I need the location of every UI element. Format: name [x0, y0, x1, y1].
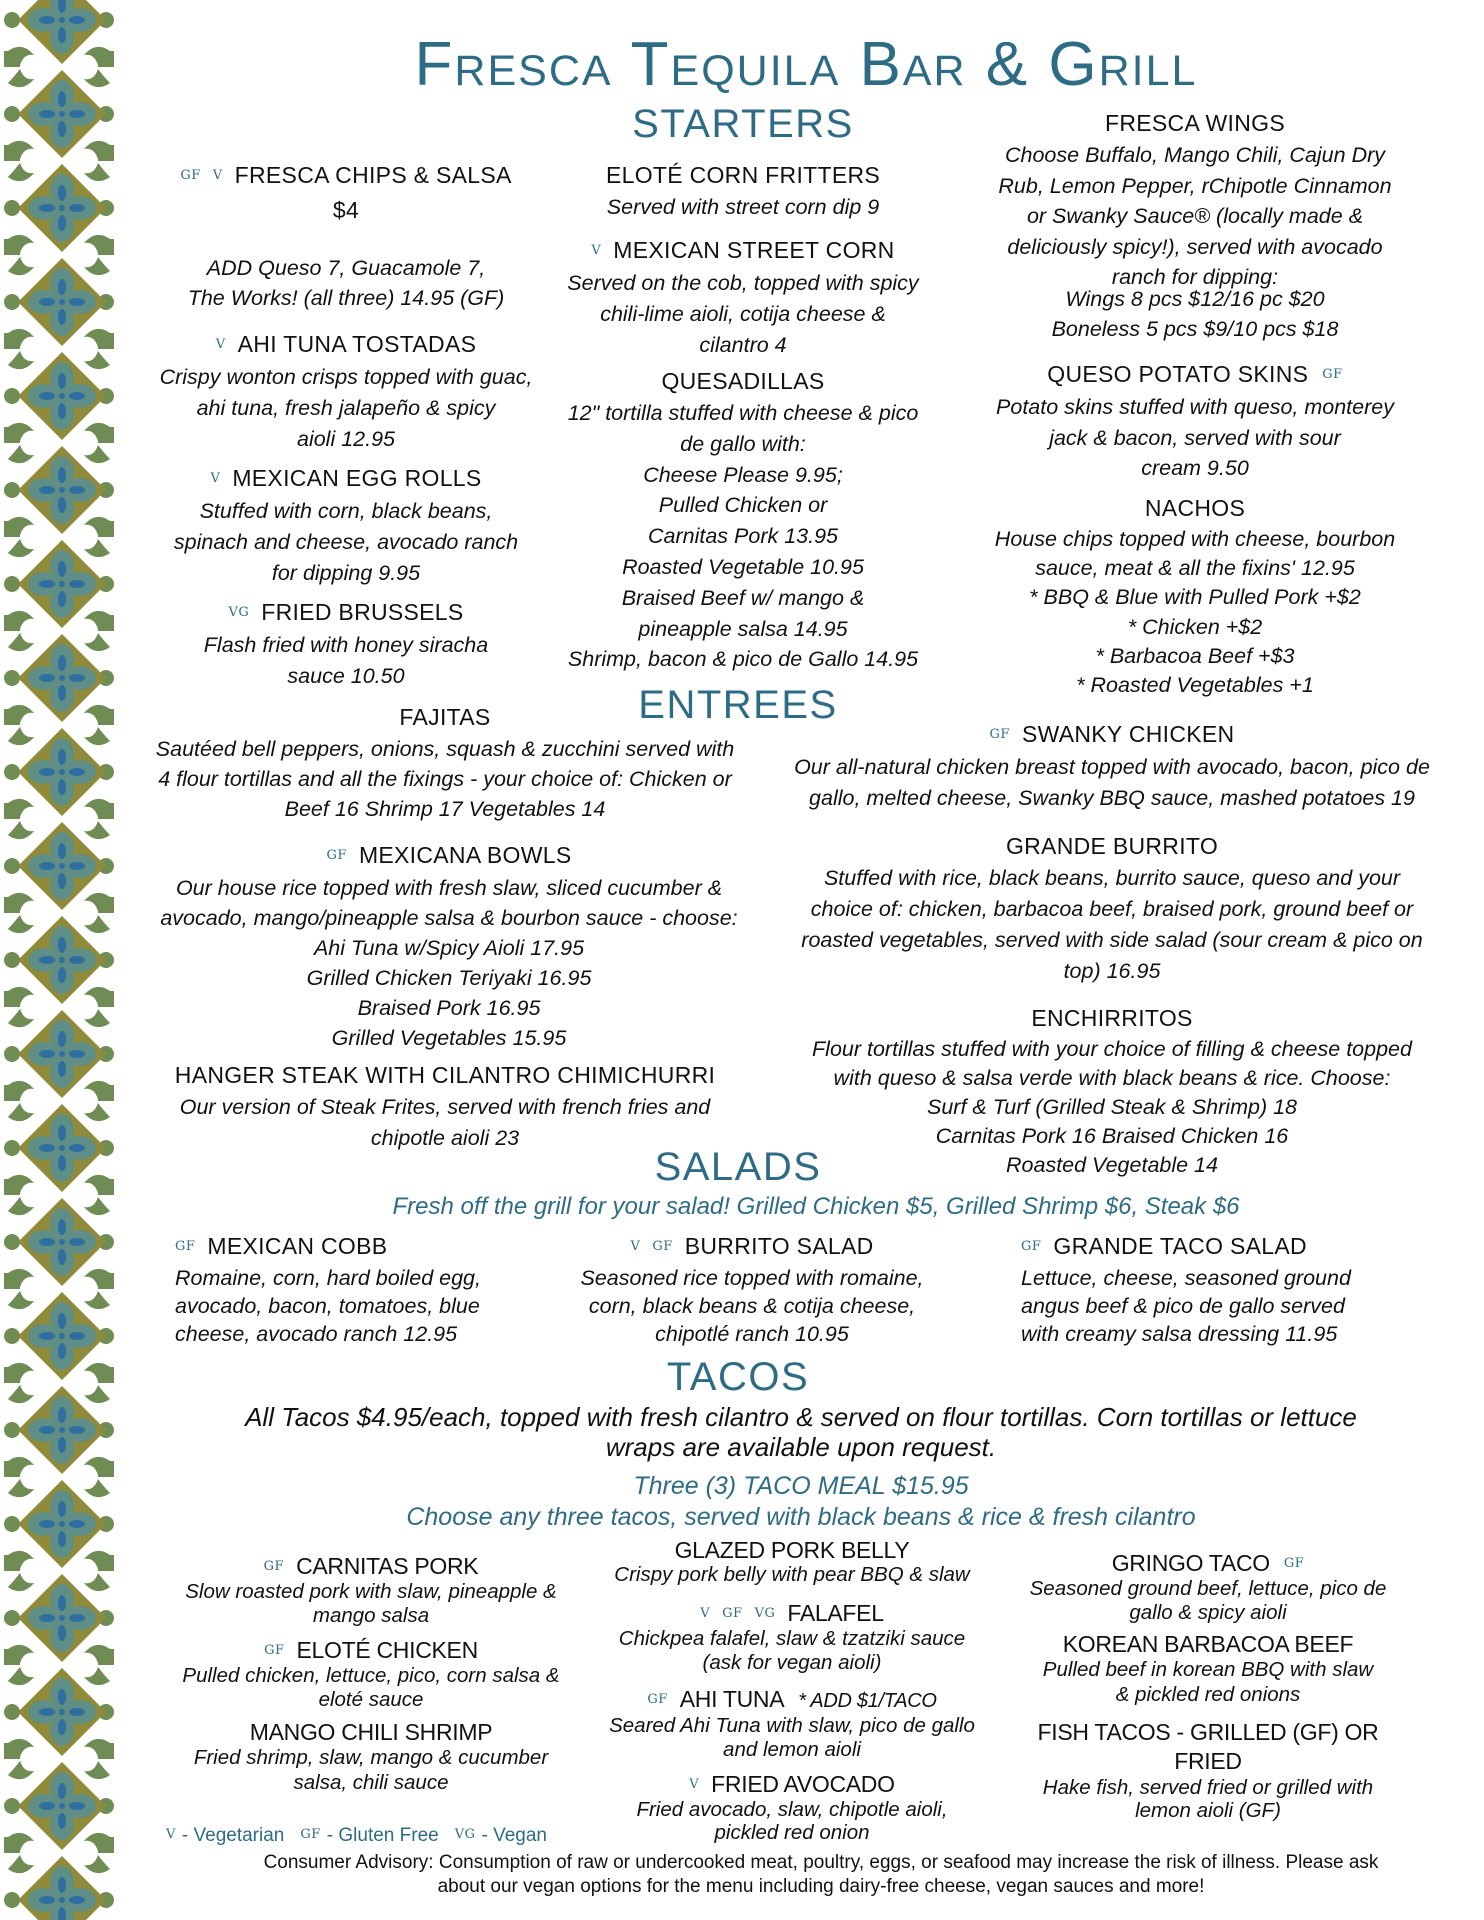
- menu-item-heading: [577, 1537, 1007, 1563]
- menu-item-heading: [125, 700, 765, 734]
- menu-item-description-line: ahi tuna, fresh jalapeño & spicy: [196, 396, 496, 420]
- entrees-menu-item: [125, 1058, 765, 1154]
- menu-item-description-line: Served with street corn dip 9: [606, 195, 880, 219]
- menu-item-heading: [125, 1058, 765, 1092]
- menu-item-name: FRIED AVOCADO: [711, 1771, 895, 1797]
- advisory-line: Consumer Advisory: Consumption of raw or undercooked meat, poultry, eggs, or seafood may increase the risk of illness. Please ask: [263, 1852, 1379, 1873]
- menu-item-description-line: Served on the cob, topped with spicy: [567, 271, 919, 295]
- menu-item-description-line: Crispy pork belly with pear BBQ & slaw: [614, 1563, 970, 1586]
- menu-item-description-line: aioli 12.95: [296, 427, 396, 451]
- menu-item-heading: [993, 1631, 1423, 1657]
- diet-tag-vg: VG: [228, 605, 250, 620]
- menu-item-description-line: 4 flour tortillas and all the fixings - your choice of: Chicken or: [158, 767, 732, 791]
- starters-menu-item: [126, 253, 566, 313]
- menu-item-heading: [533, 233, 953, 268]
- menu-item-description-line: * Chicken +$2: [1127, 614, 1263, 639]
- menu-item-description-line: cream 9.50: [1141, 456, 1249, 480]
- menu-item-description-line: avocado, mango/pineapple salsa & bourbon sauce - choose:: [160, 906, 738, 930]
- menu-item-name: MEXICAN COBB: [207, 1233, 388, 1259]
- menu-item-description-line: chili-lime aioli, cotija cheese &: [600, 302, 886, 326]
- menu-item-description-line: choice of: chicken, barbacoa beef, braised pork, ground beef or: [810, 897, 1414, 921]
- menu-item-description-line: sauce, meat & all the fixins' 12.95: [1035, 556, 1355, 581]
- menu-item-heading: [993, 1550, 1423, 1577]
- diet-tag-v: V: [591, 243, 602, 258]
- menu-item-description-line: Pulled Chicken or: [658, 493, 828, 518]
- menu-item-description-line: Romaine, corn, hard boiled egg,: [175, 1266, 481, 1290]
- starters-menu-item: [533, 233, 953, 361]
- menu-item-heading: [562, 1229, 942, 1264]
- menu-item-description-line: Chickpea falafel, slaw & tzatziki sauce: [618, 1627, 966, 1650]
- menu-item-description-line: Roasted Vegetable 10.95: [622, 554, 864, 579]
- menu-item-description-line: corn, black beans & cotija cheese,: [588, 1294, 916, 1318]
- menu-item-name: ELOTÉ CHICKEN: [296, 1637, 478, 1663]
- menu-item-heading: [577, 1600, 1007, 1627]
- menu-item-description-line: pickled red onion: [714, 1821, 870, 1844]
- menu-item-description-line: Seasoned rice topped with romaine,: [580, 1266, 924, 1290]
- tacos-menu-item: [156, 1553, 586, 1628]
- menu-item-name: FALAFEL: [787, 1600, 884, 1626]
- menu-item-description-line: Sautéed bell peppers, onions, squash & zucchini served with: [155, 737, 735, 761]
- menu-item-description-line: Choose Buffalo, Mango Chili, Cajun Dry: [1004, 143, 1386, 167]
- menu-item-description-line: Flash fried with honey siracha: [203, 633, 489, 657]
- menu-item-description-line: Braised Beef w/ mango &: [621, 585, 865, 610]
- diet-tag-gf: GF: [652, 1239, 673, 1254]
- menu-item-description-line: Surf & Turf (Grilled Steak & Shrimp) 18: [927, 1095, 1297, 1119]
- menu-item-heading: [126, 461, 566, 496]
- tacos-menu-item: [577, 1600, 1007, 1675]
- menu-item-description-line: & pickled red onions: [1115, 1683, 1301, 1706]
- menu-item-description-line: Grilled Vegetables 15.95: [331, 1026, 567, 1050]
- diet-tag-v: V: [212, 168, 223, 183]
- menu-item-name: SWANKY CHICKEN: [1021, 721, 1235, 747]
- menu-item-name: AHI TUNA TOSTADAS: [237, 331, 477, 357]
- menu-item-description-line: Carnitas Pork 13.95: [647, 524, 838, 549]
- taco-meal: Three (3) TACO MEAL $15.95: [633, 1472, 969, 1500]
- menu-item-description-line: gallo & spicy aioli: [1129, 1601, 1287, 1624]
- menu-item-description-line: for dipping 9.95: [271, 561, 421, 585]
- starters-menu-item: [126, 158, 566, 228]
- diet-tag-gf: GF: [1021, 1239, 1042, 1254]
- menu-item-heading: [126, 595, 566, 630]
- starters-menu-item: [965, 357, 1425, 484]
- diet-tag-gf: GF: [647, 1692, 668, 1707]
- menu-item-heading: [772, 829, 1452, 863]
- menu-item-heading: [965, 106, 1425, 140]
- menu-item-heading: [156, 1637, 586, 1664]
- menu-item-description-line: pineapple salsa 14.95: [638, 616, 848, 641]
- menu-item-description-line: Wings 8 pcs $12/16 pc $20: [1065, 287, 1325, 311]
- starters-menu-item: [533, 158, 953, 223]
- diet-tag-gf: GF: [1283, 1556, 1305, 1571]
- menu-item-heading: [772, 1001, 1452, 1035]
- diet-tag-gf: GF: [722, 1606, 743, 1621]
- legend-label: - Vegetarian: [181, 1825, 285, 1846]
- diet-tag-gf: GF: [300, 1827, 321, 1842]
- menu-item-name: BURRITO SALAD: [684, 1233, 874, 1259]
- menu-item-heading-cont: $4: [332, 197, 360, 223]
- diet-tag-gf: GF: [1322, 367, 1343, 382]
- entrees-menu-item: [772, 829, 1452, 987]
- salads-grill-note: Fresh off the grill for your salad! Grilled Chicken $5, Grilled Shrimp $6, Steak $6: [392, 1193, 1240, 1220]
- menu-item-heading-cont: FRIED: [1174, 1748, 1242, 1774]
- menu-item-heading: [533, 364, 953, 398]
- menu-item-name: MEXICANA BOWLS: [358, 842, 572, 868]
- diet-tag-v: V: [166, 1827, 176, 1842]
- menu-item-heading: [533, 158, 953, 192]
- menu-item-description-line: Pulled beef in korean BBQ with slaw: [1042, 1658, 1374, 1681]
- menu-item-name: FISH TACOS - GRILLED (GF) OR: [1037, 1719, 1379, 1745]
- menu-item-description-line: chipotle aioli 23: [370, 1126, 520, 1150]
- menu-item-description-line: Roasted Vegetable 14: [1006, 1153, 1218, 1177]
- diet-tag-gf: GF: [175, 1239, 196, 1254]
- menu-item-description-line: lemon aioli (GF): [1135, 1799, 1281, 1822]
- menu-item-description-line: Seared Ahi Tuna with slaw, pico de gallo: [609, 1714, 975, 1737]
- menu-item-heading: [772, 717, 1452, 752]
- menu-item-name: FRESCA CHIPS & SALSA: [234, 162, 512, 188]
- menu-item-description-line: Crispy wonton crisps topped with guac,: [159, 365, 533, 389]
- salads-menu-item: [562, 1229, 942, 1348]
- tacos-menu-item: [156, 1637, 586, 1712]
- entrees-menu-item: [772, 717, 1452, 814]
- menu-item-heading: [126, 158, 566, 193]
- tacos-menu-item: [993, 1550, 1423, 1625]
- menu-item-description-line: Our version of Steak Frites, served with french fries and: [179, 1095, 711, 1119]
- menu-item-name: GLAZED PORK BELLY: [674, 1537, 910, 1563]
- menu-item-description-line: de gallo with:: [680, 431, 806, 456]
- menu-item-name: QUESADILLAS: [661, 368, 825, 394]
- starters-menu-item: [126, 461, 566, 589]
- menu-item-name: KOREAN BARBACOA BEEF: [1062, 1631, 1354, 1657]
- starters-menu-item: [126, 327, 566, 455]
- menu-item-description-line: Carnitas Pork 16 Braised Chicken 16: [935, 1124, 1289, 1148]
- tacos-menu-item: [577, 1771, 1007, 1844]
- menu-item-description-line: Lettuce, cheese, seasoned ground: [1021, 1266, 1351, 1290]
- legend-label: - Gluten Free: [326, 1825, 439, 1846]
- menu-item-description-line: * Barbacoa Beef +$3: [1095, 643, 1295, 668]
- menu-item-name: MEXICAN EGG ROLLS: [232, 465, 482, 491]
- menu-item-description-line: Our all-natural chicken breast topped with avocado, bacon, pico de: [794, 755, 1430, 779]
- menu-item-description-line: with queso & salsa verde with black beans & rice. Choose:: [833, 1066, 1391, 1090]
- menu-item-description-line: House chips topped with cheese, bourbon: [994, 527, 1396, 551]
- menu-item-name: QUESO POTATO SKINS: [1047, 361, 1309, 387]
- tacos-intro-line: wraps are available upon request.: [605, 1432, 997, 1462]
- section-heading-entrees: ENTREES: [638, 683, 838, 727]
- tacos-menu-item: [577, 1686, 1007, 1762]
- diet-tag-v: V: [700, 1606, 711, 1621]
- menu-item-description-line: Boneless 5 pcs $9/10 pcs $18: [1051, 317, 1339, 341]
- menu-item-description-line: eloté sauce: [318, 1688, 424, 1711]
- menu-item-name: ELOTÉ CORN FRITTERS: [605, 162, 881, 188]
- menu-item-description-line: roasted vegetables, served with side salad (sour cream & pico on: [801, 928, 1423, 952]
- menu-item-name: GRINGO TACO: [1111, 1550, 1270, 1576]
- menu-item-description-line: Flour tortillas stuffed with your choice of filling & cheese topped: [812, 1037, 1412, 1061]
- entrees-menu-item: [772, 1001, 1452, 1180]
- section-heading-tacos: TACOS: [666, 1355, 810, 1399]
- consumer-advisory: [118, 1851, 1484, 1899]
- diet-tag-vg: VG: [454, 1827, 476, 1842]
- menu-item-description-line: Stuffed with rice, black beans, burrito sauce, queso and your: [823, 866, 1401, 890]
- menu-item-description-line: Shrimp, bacon & pico de Gallo 14.95: [567, 647, 919, 672]
- entrees-menu-item: [129, 838, 769, 1053]
- menu-item-description-line: (ask for vegan aioli): [702, 1651, 882, 1674]
- menu-item-heading: [175, 1229, 555, 1264]
- menu-item-name: FRIED BRUSSELS: [261, 599, 464, 625]
- menu-item-description-line: 12" tortilla stuffed with cheese & pico: [567, 401, 919, 425]
- taco-meal-note: Choose any three tacos, served with black beans & rice & fresh cilantro: [406, 1503, 1196, 1531]
- menu-item-description-line: Grilled Chicken Teriyaki 16.95: [306, 966, 592, 990]
- menu-item-description-line: Stuffed with corn, black beans,: [199, 499, 493, 523]
- diet-tag-gf: GF: [989, 727, 1010, 742]
- diet-tag-gf: GF: [326, 848, 347, 863]
- menu-item-description-line: top) 16.95: [1063, 959, 1161, 983]
- salads-menu-item: [1021, 1229, 1421, 1348]
- starters-menu-item: [965, 491, 1425, 700]
- menu-item-heading: [577, 1686, 1007, 1714]
- menu-item-description-line: Beef 16 Shrimp 17 Vegetables 14: [284, 797, 606, 821]
- menu-item-description-line: angus beef & pico de gallo served: [1021, 1294, 1345, 1318]
- salads-menu-item: [175, 1229, 555, 1348]
- decorative-tile-border: [0, 0, 118, 1920]
- restaurant-title: Fresca Tequila Bar & Grill: [414, 30, 1198, 99]
- starters-menu-item: [126, 595, 566, 692]
- menu-item-name: MEXICAN STREET CORN: [613, 237, 895, 263]
- menu-item-description-line: The Works! (all three) 14.95 (GF): [187, 286, 505, 310]
- menu-item-name: GRANDE TACO SALAD: [1053, 1233, 1307, 1259]
- diet-tag-v: V: [210, 471, 221, 486]
- menu-item-description-line: Fried avocado, slaw, chipotle aioli,: [636, 1798, 948, 1821]
- tacos-menu-item: [993, 1718, 1423, 1822]
- diet-tag-gf: GF: [264, 1643, 285, 1658]
- diet-tag-v: V: [689, 1777, 700, 1792]
- menu-item-description-line: Seasoned ground beef, lettuce, pico de: [1029, 1577, 1387, 1600]
- menu-item-name: NACHOS: [1144, 495, 1246, 521]
- starters-menu-item: [965, 106, 1425, 293]
- menu-item-heading: [965, 491, 1425, 525]
- menu-item-description-line: ranch for dipping:: [1111, 265, 1279, 289]
- menu-item-description-line: Potato skins stuffed with queso, monterey: [996, 395, 1394, 419]
- menu-item-heading: [993, 1718, 1423, 1747]
- dietary-legend: [166, 1825, 563, 1847]
- menu-item-name: FAJITAS: [399, 704, 491, 730]
- menu-item-heading: [156, 1553, 586, 1580]
- menu-item-description-line: with creamy salsa dressing 11.95: [1021, 1322, 1338, 1346]
- menu-item-description-line: Hake fish, served fried or grilled with: [1042, 1776, 1374, 1799]
- menu-item-name: MANGO CHILI SHRIMP: [249, 1719, 493, 1745]
- menu-item-description-line: cilantro 4: [699, 333, 787, 357]
- diet-tag-vg: VG: [754, 1606, 776, 1621]
- tacos-menu-item: [993, 1631, 1423, 1707]
- menu-item-description-line: spinach and cheese, avocado ranch: [173, 530, 519, 554]
- tacos-menu-item: [156, 1719, 586, 1795]
- tacos-intro: [118, 1402, 1484, 1462]
- menu-item-description-line: sauce 10.50: [287, 664, 405, 688]
- menu-item-name: CARNITAS PORK: [296, 1553, 479, 1579]
- menu-item-description-line: salsa, chili sauce: [293, 1771, 449, 1794]
- menu-item-name: ENCHIRRITOS: [1031, 1005, 1193, 1031]
- menu-item-heading: [156, 1719, 586, 1745]
- menu-item-description-line: * BBQ & Blue with Pulled Pork +$2: [1029, 585, 1361, 610]
- menu-item-description-line: Rub, Lemon Pepper, rChipotle Cinnamon: [998, 173, 1392, 198]
- menu-item-heading: [965, 357, 1425, 392]
- menu-item-heading: [129, 838, 769, 873]
- menu-item-description-line: avocado, bacon, tomatoes, blue: [175, 1294, 480, 1318]
- menu-item-description-line: Cheese Please 9.95;: [643, 462, 843, 487]
- starters-menu-item: [533, 364, 953, 675]
- menu-item-description-line: or Swanky Sauce® (locally made &: [1026, 204, 1364, 228]
- starters-menu-item: [965, 284, 1425, 344]
- menu-item-description-line: mango salsa: [312, 1604, 430, 1627]
- menu-item-name: HANGER STEAK WITH CILANTRO CHIMICHURRI: [174, 1062, 716, 1088]
- advisory-line: about our vegan options for the menu including dairy-free cheese, vegan sauces and more!: [437, 1876, 1205, 1897]
- menu-item-name: FRESCA WINGS: [1105, 110, 1285, 136]
- tacos-intro-line: All Tacos $4.95/each, topped with fresh cilantro & served on flour tortillas. Corn tortillas or lettuce: [245, 1402, 1357, 1432]
- menu-item-description-line: jack & bacon, served with sour: [1049, 425, 1341, 450]
- menu-item-heading: [1021, 1229, 1421, 1264]
- menu-item-description-line: Slow roasted pork with slaw, pineapple &: [185, 1580, 557, 1603]
- menu-item-description-line: Fried shrimp, slaw, mango & cucumber: [193, 1746, 549, 1769]
- menu-item-name: GRANDE BURRITO: [1005, 833, 1219, 859]
- section-heading-starters: STARTERS: [632, 102, 854, 146]
- menu-item-description-line: ADD Queso 7, Guacamole 7,: [206, 256, 486, 280]
- menu-item-description-line: chipotlé ranch 10.95: [655, 1322, 849, 1346]
- section-heading-salads: SALADS: [654, 1145, 822, 1189]
- menu-item-description-line: gallo, melted cheese, Swanky BBQ sauce, mashed potatoes 19: [809, 786, 1415, 810]
- menu-item-description-line: Our house rice topped with fresh slaw, sliced cucumber &: [175, 876, 723, 900]
- legend-label: - Vegan: [481, 1825, 547, 1846]
- menu-item-description-line: * Roasted Vegetables +1: [1076, 673, 1314, 698]
- diet-tag-v: V: [215, 337, 226, 352]
- menu-item-description-line: Pulled chicken, lettuce, pico, corn salsa &: [182, 1664, 560, 1687]
- menu-item-heading: [577, 1771, 1007, 1798]
- menu-item-heading: [126, 327, 566, 362]
- menu-item-note: * ADD $1/TACO: [798, 1690, 937, 1712]
- menu-item-description-line: Braised Pork 16.95: [357, 996, 541, 1020]
- menu-item-description-line: deliciously spicy!), served with avocado: [1007, 234, 1383, 259]
- diet-tag-v: V: [630, 1239, 641, 1254]
- tacos-menu-item: [577, 1537, 1007, 1587]
- diet-tag-gf: GF: [263, 1559, 285, 1574]
- menu-item-description-line: Ahi Tuna w/Spicy Aioli 17.95: [313, 936, 585, 960]
- menu-item-description-line: cheese, avocado ranch 12.95: [175, 1322, 458, 1346]
- menu-item-name: AHI TUNA: [679, 1686, 785, 1712]
- menu-item-description-line: and lemon aioli: [723, 1738, 861, 1761]
- diet-tag-gf: GF: [180, 168, 201, 183]
- entrees-menu-item: [125, 700, 765, 824]
